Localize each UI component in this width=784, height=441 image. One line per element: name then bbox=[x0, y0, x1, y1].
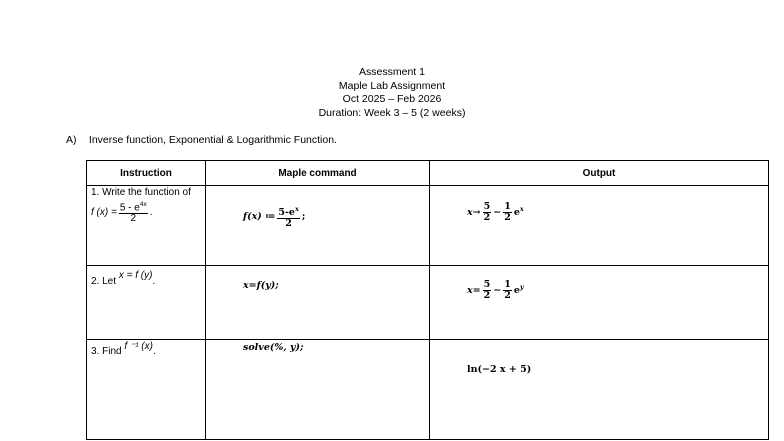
document-header bbox=[0, 66, 784, 120]
duration: Duration: Week 3 – 5 (2 weeks) bbox=[318, 106, 466, 119]
header-output: Output bbox=[430, 161, 769, 186]
instruction-cell bbox=[87, 266, 206, 340]
instruction-text: 1. Write the function of bbox=[91, 187, 191, 198]
section-title: Inverse function, Exponential & Logarithmic Function. bbox=[88, 134, 337, 146]
assessment-title: Assessment 1 bbox=[359, 66, 425, 78]
command-cell bbox=[206, 186, 430, 266]
table-row bbox=[87, 186, 769, 266]
maple-command[interactable]: solve(%, y); bbox=[243, 342, 304, 353]
instruction-text: 2. Let x = f (y). bbox=[91, 270, 156, 287]
output-cell bbox=[430, 340, 769, 440]
instruction-formula: x = f (y) bbox=[118, 270, 153, 281]
header-instruction: Instruction bbox=[87, 161, 206, 186]
instruction-formula: f (x) = $\frac{5 - e^{4x}}{2}$ . bbox=[91, 201, 153, 225]
output-cell bbox=[430, 266, 769, 340]
maple-output: x= $\frac{5}{2}$ − $\frac{1}{2}$ $e^y$ bbox=[467, 279, 524, 301]
table-row bbox=[87, 266, 769, 340]
instruction-formula: f ⁻¹ (x) bbox=[124, 341, 153, 352]
maple-command[interactable]: f(x) ≔ $\frac{5-e^x}{2}$ ; bbox=[243, 205, 306, 230]
command-cell bbox=[206, 340, 430, 440]
instruction-text: 3. Find f ⁻¹ (x). bbox=[91, 341, 156, 357]
maple-output: ln(−2 x + 5) bbox=[467, 364, 532, 375]
assignment-name: Maple Lab Assignment bbox=[338, 79, 446, 92]
table-row bbox=[87, 340, 769, 440]
instruction-cell bbox=[87, 340, 206, 440]
output-cell bbox=[430, 186, 769, 266]
header-maple-command: Maple command bbox=[206, 161, 430, 186]
section-heading bbox=[66, 134, 337, 146]
semester-dates: Oct 2025 – Feb 2026 bbox=[342, 93, 442, 105]
instruction-cell bbox=[87, 186, 206, 266]
maple-output: x→ $\frac{5}{2}$ − $\frac{1}{2}$ $e^x$ bbox=[467, 201, 524, 223]
assignment-table bbox=[86, 160, 769, 440]
section-letter: A) bbox=[66, 134, 77, 146]
command-cell bbox=[206, 266, 430, 340]
table-header-row bbox=[87, 161, 769, 186]
maple-command[interactable]: x=f(y); bbox=[243, 280, 279, 291]
